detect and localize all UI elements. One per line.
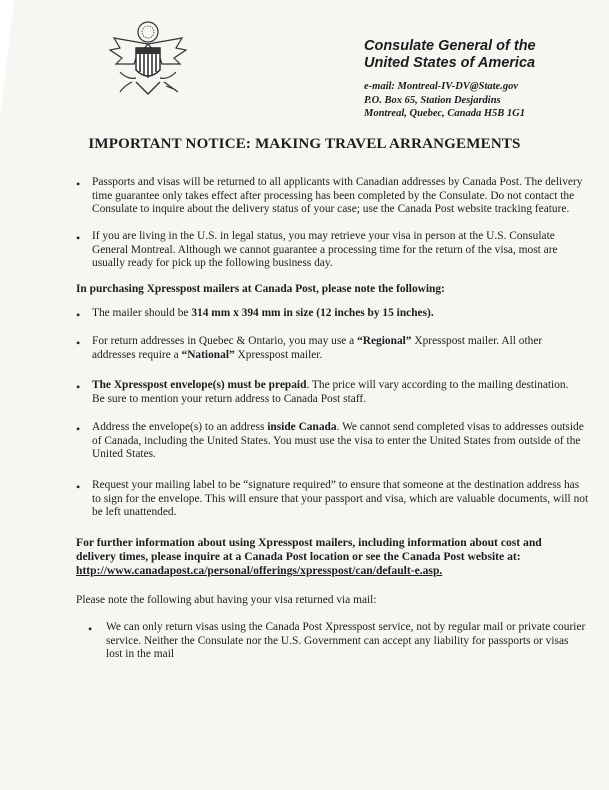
prepaid-paragraph: [92, 379, 572, 406]
bullet-mark: •: [76, 231, 81, 245]
further-info-paragraph: [76, 536, 576, 578]
notice-title: IMPORTANT NOTICE: MAKING TRAVEL ARRANGEMENTS: [88, 136, 521, 152]
return-text-2: Xpresspost mailer. All other addresses require a: [92, 335, 543, 361]
mailer-size-text: The mailer should be: [92, 307, 192, 319]
folded-corner: [0, 0, 14, 120]
letterhead-line-1: Consulate General of the: [364, 38, 536, 54]
great-seal-emblem: [106, 20, 190, 98]
intro-paragraph-1: Passports and visas will be returned to all applicants with Canadian addresses by Canada Post. The delivery time guarantee only takes effect after processing has been completed by the Consulate. Do not contact the Consulate to inquire about the delivery status of your case; use the Canada Post website tracking feature.: [92, 176, 583, 215]
purchase-heading: In purchasing Xpresspost mailers at Canada Post, please note the following:: [76, 283, 445, 295]
inside-text-1: Address the envelope(s) to an address: [92, 421, 268, 433]
return-address-paragraph: [92, 335, 582, 362]
email-address: e-mail: Montreal-IV-DV@State.gov: [364, 81, 518, 92]
bullet-mark: •: [76, 177, 81, 191]
national-label: “National”: [181, 348, 235, 361]
signature-paragraph: Request your mailing label to be “signature required” to ensure that someone at the destination address has to sign for the envelope. This will ensure that your passport and visa, which are valuable documents, will not be left unattended.: [92, 479, 589, 518]
bullet-mark: •: [76, 422, 81, 436]
mailer-size-bold: 314 mm x 394 mm in size (12 inches by 15 inches).: [191, 307, 434, 319]
consulate-letterhead: [364, 38, 604, 121]
prepaid-text: . The price will vary according to the mailing destination. Be sure to mention your return address to Canada Post staff.: [92, 379, 569, 405]
bullet-mark: •: [76, 336, 81, 350]
city-address: Montreal, Quebec, Canada H5B 1G1: [364, 108, 526, 119]
inside-text-2: . We cannot send completed visas to addresses outside of Canada, including the United States. You must use the visa to enter the United States from outside of the United States.: [92, 421, 584, 460]
return-text-3: Xpresspost mailer.: [234, 348, 323, 361]
po-box: P.O. Box 65, Station Desjardins: [364, 94, 501, 106]
bullet-mark: •: [76, 308, 81, 322]
letterhead-line-2: United States of America: [364, 55, 536, 71]
bullet-mark: •: [88, 622, 93, 636]
mailer-size-paragraph: [92, 307, 590, 321]
canada-post-link[interactable]: http://www.canadapost.ca/personal/offerings/xpresspost/can/default-e.asp.: [76, 564, 443, 577]
inside-canada-bold: inside Canada: [267, 421, 337, 433]
inside-canada-paragraph: [92, 421, 590, 462]
further-info-text: For further information about using Xpresspost mailers, including information about cost and delivery times, please inquire at a Canada Post location or see the Canada Post website at:: [76, 536, 542, 563]
prepaid-bold: The Xpresspost envelope(s) must be prepaid: [92, 379, 307, 391]
mail-paragraph: We can only return visas using the Canada Post Xpresspost service, not by regular mail or private courier service. Neither the Consulate nor the U.S. Government can accept any liability for passports or visas lost in the mail: [106, 621, 586, 660]
bullet-mark: •: [76, 380, 81, 394]
return-text-1: For return addresses in Quebec & Ontario, you may use a: [92, 335, 358, 347]
regional-label: “Regional”: [357, 335, 412, 347]
bullet-mark: •: [76, 480, 81, 494]
intro-paragraph-2: If you are living in the U.S. in legal status, you may retrieve your visa in person at the U.S. Consulate General Montreal. Although we cannot guarantee a processing time for the return of the visa, most are usually ready for pick up the following business day.: [92, 230, 558, 269]
mail-heading: Please note the following abut having your visa returned via mail:: [76, 594, 377, 606]
